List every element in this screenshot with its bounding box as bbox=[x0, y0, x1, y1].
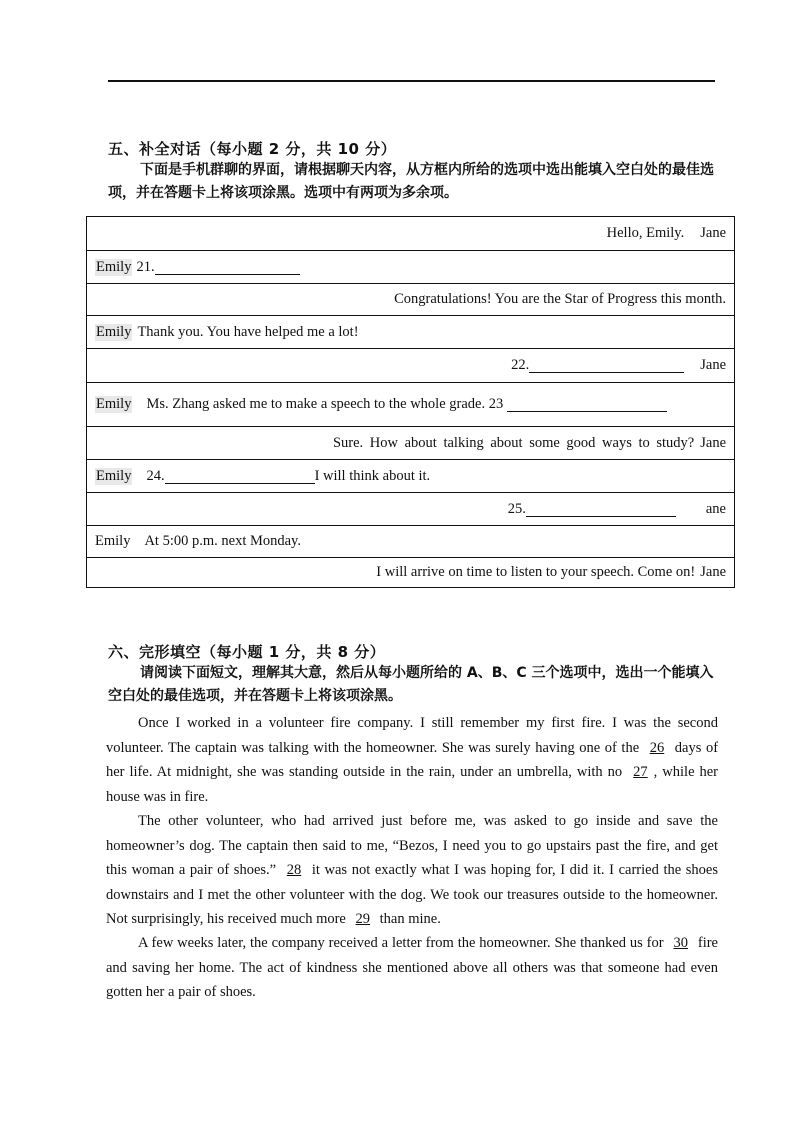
answer-blank bbox=[529, 358, 684, 373]
top-rule bbox=[108, 80, 715, 82]
chat-text: Congratulations! You are the Star of Progress this month. bbox=[394, 291, 726, 307]
blank-26: 26 bbox=[649, 739, 665, 756]
chat-text: I will think about it. bbox=[314, 467, 431, 484]
chat-row-5 bbox=[87, 348, 734, 382]
section5-instruction: 下面是手机群聊的界面，请根据聊天内容，从方框内所给的选项中选出能填入空白处的最佳选项，并在答题卡上将该项涂黑。选项中有两项为多余项。 bbox=[108, 162, 714, 201]
chat-row-6 bbox=[87, 382, 734, 426]
chat-text: Thank you. You have helped me a lot! bbox=[137, 323, 359, 340]
chat-speaker: Emily bbox=[96, 467, 132, 484]
section6-instruction: 请阅读下面短文，理解其大意，然后从每小题所给的 A、B、C 三个选项中，选出一个能填入空白处的最佳选项，并在答题卡上将该项涂黑。 bbox=[108, 665, 714, 704]
section6-title: 六、完形填空（每小题 1 分，共 8 分） bbox=[108, 643, 386, 661]
blank-27: 27 bbox=[633, 764, 648, 781]
chat-speaker: Emily bbox=[95, 533, 131, 549]
blank-number: 21. bbox=[136, 258, 155, 275]
chat-text: Hello, Emily. bbox=[606, 225, 685, 241]
chat-speaker: Jane bbox=[700, 434, 726, 451]
chat-row-4 bbox=[87, 315, 734, 348]
section5-title: 五、补全对话（每小题 2 分，共 10 分） bbox=[108, 140, 397, 158]
answer-blank bbox=[165, 469, 315, 484]
blank-29: 29 bbox=[355, 911, 370, 928]
chat-speaker: Jane bbox=[700, 564, 726, 580]
answer-blank bbox=[526, 502, 676, 517]
chat-row-2 bbox=[87, 250, 734, 283]
chat-speaker: Emily bbox=[96, 323, 132, 340]
chat-text: Ms. Zhang asked me to make a speech to the whole grade. 23 bbox=[146, 396, 504, 412]
blank-number: 22. bbox=[511, 357, 530, 373]
chat-speaker: ane bbox=[705, 500, 726, 517]
chat-text: At 5:00 p.m. next Monday. bbox=[144, 533, 301, 549]
chat-speaker: Jane bbox=[700, 225, 726, 241]
chat-speaker: Jane bbox=[700, 357, 726, 373]
chat-row-9 bbox=[87, 492, 734, 525]
blank-number: 24. bbox=[146, 467, 165, 484]
chat-speaker: Emily bbox=[96, 396, 132, 412]
chat-speaker: Emily bbox=[96, 258, 132, 275]
passage-paragraph-3: A few weeks later, the company received a letter from the homeowner. She thanked us for 30 fire and saving her home. The act of kindness she mentioned above all others was that someone had even gotten her a pair of shoes. bbox=[106, 931, 718, 1005]
chat-text: Sure. How about talking about some good ways to study? bbox=[332, 434, 695, 451]
chat-row-3 bbox=[87, 283, 734, 315]
chat-row-11 bbox=[87, 557, 734, 587]
chat-box bbox=[86, 216, 735, 588]
blank-28: 28 bbox=[286, 862, 302, 879]
chat-text: I will arrive on time to listen to your speech. Come on! bbox=[376, 564, 696, 580]
blank-number: 25. bbox=[507, 500, 526, 517]
chat-row-7 bbox=[87, 426, 734, 459]
chat-row-10 bbox=[87, 525, 734, 557]
passage-paragraph-1: Once I worked in a volunteer fire company. I still remember my first fire. I was the second volunteer. The captain was talking with the homeowner. She was surely having one of the 26 days of her life. At midnight, she was standing outside in the rain, under an umbrella, with no 27 , while her house was in fire. bbox=[106, 715, 719, 805]
chat-row-1 bbox=[87, 217, 734, 250]
answer-blank bbox=[155, 260, 300, 275]
chat-row-8 bbox=[87, 459, 734, 492]
passage-paragraph-2: The other volunteer, who had arrived just before me, was asked to go inside and save the homeowner’s dog. The captain then said to me, “Bezos, I need you to go upstairs past the fire, and get this woman a pair of shoes.” 28 it was not exactly what I was hoping for, I did it. I carried the shoes downstairs and I met the other volunteer with the dog. We took our treasures outside to the homeowner. Not surprisingly, his received much more 29 than mine. bbox=[106, 809, 718, 932]
blank-30: 30 bbox=[673, 935, 688, 951]
answer-blank bbox=[507, 397, 667, 412]
